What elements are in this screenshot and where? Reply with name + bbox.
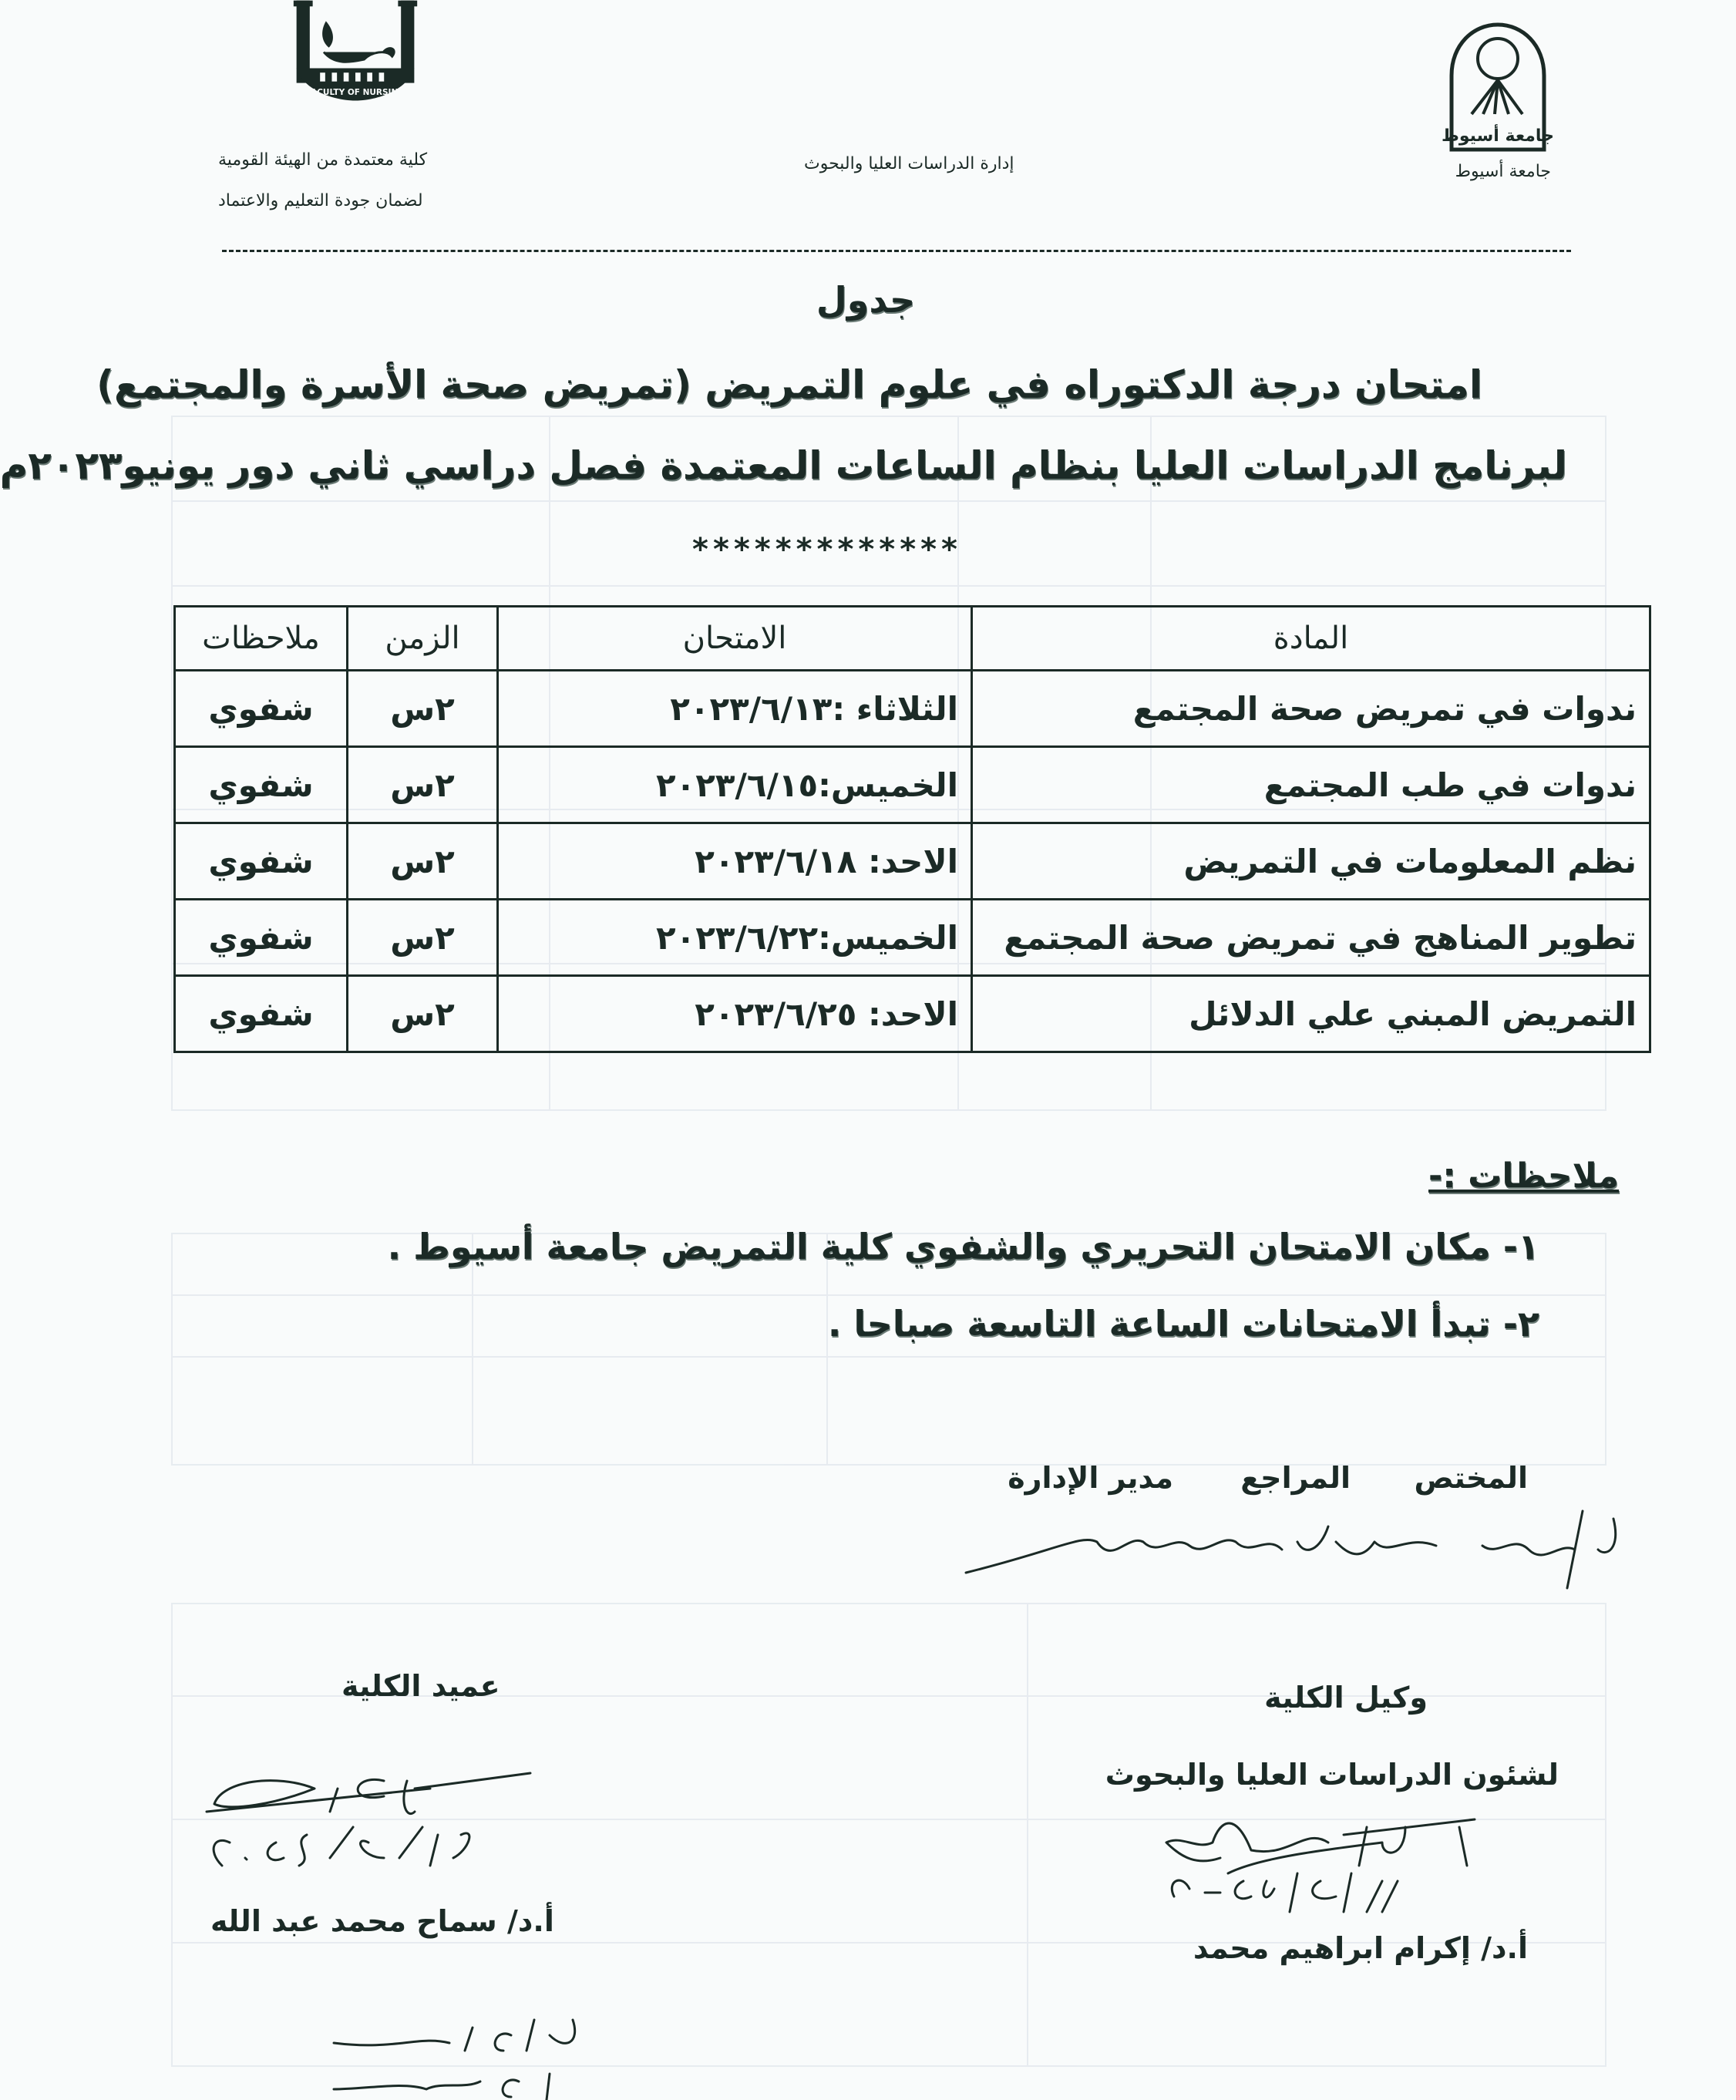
exam-date-cell: الاحد: ٢٠٢٣/٦/١٨ xyxy=(498,823,972,900)
dean-role: عميد الكلية xyxy=(341,1669,500,1703)
exam-title: امتحان درجة الدكتوراه في علوم التمريض (تمريض صحة الأسرة والمجتمع) xyxy=(96,362,1482,407)
column-header-notes: ملاحظات xyxy=(175,607,348,671)
role-specialist: المختص xyxy=(1414,1461,1528,1495)
column-header-exam: الامتحان xyxy=(498,607,972,671)
duration-cell: ٢س xyxy=(348,823,498,900)
subject-cell: ندوات في تمريض صحة المجتمع xyxy=(972,671,1650,747)
accreditation-line-1: كلية معتمدة من الهيئة القومية xyxy=(218,150,428,170)
faculty-logo-text: FACULTY OF NURSING xyxy=(306,87,405,97)
subject-cell: نظم المعلومات في التمريض xyxy=(972,823,1650,900)
notes-cell: شفوي xyxy=(175,747,348,823)
vice-dean-signature xyxy=(1151,1796,1552,1927)
role-department-manager: مدير الإدارة xyxy=(1008,1461,1173,1495)
duration-cell: ٢س xyxy=(348,976,498,1052)
faculty-of-nursing-logo xyxy=(291,0,453,104)
accreditation-line-2: لضمان جودة التعليم والاعتماد xyxy=(218,191,423,210)
header-divider xyxy=(222,250,1571,252)
vice-dean-role: وكيل الكلية xyxy=(1264,1681,1428,1715)
exam-date-cell: الخميس:٢٠٢٣/٦/١٥ xyxy=(498,747,972,823)
notes-cell: شفوي xyxy=(175,976,348,1052)
handwritten-annotation xyxy=(303,2004,611,2100)
subject-cell: التمريض المبني علي الدلائل xyxy=(972,976,1650,1052)
role-reviewer: المراجع xyxy=(1240,1461,1351,1495)
department-name: إدارة الدراسات العليا والبحوث xyxy=(804,154,1014,173)
university-name: جامعة أسيوط xyxy=(1455,162,1551,181)
table-row xyxy=(175,747,1650,823)
assiut-university-logo xyxy=(1442,22,1554,151)
exam-date-cell: الخميس:٢٠٢٣/٦/٢٢ xyxy=(498,900,972,976)
university-logo-text: جامعة أسيوط xyxy=(1442,126,1554,146)
table-row xyxy=(175,900,1650,976)
table-row xyxy=(175,823,1650,900)
duration-cell: ٢س xyxy=(348,747,498,823)
vice-dean-portfolio: لشئون الدراسات العليا والبحوث xyxy=(1105,1758,1559,1792)
note-item: ٢- تبدأ الامتحانات الساعة التاسعة صباحا . xyxy=(827,1303,1539,1344)
dean-signature xyxy=(199,1742,553,1896)
table-row xyxy=(175,671,1650,747)
exam-date-cell: الثلاثاء :٢٠٢٣/٦/١٣ xyxy=(498,671,972,747)
staff-signatures xyxy=(943,1503,1683,1596)
notes-cell: شفوي xyxy=(175,900,348,976)
table-header-row xyxy=(175,607,1650,671)
exam-schedule-table xyxy=(173,605,1651,1053)
notes-cell: شفوي xyxy=(175,823,348,900)
column-header-subject: المادة xyxy=(972,607,1650,671)
title-separator: ************* xyxy=(692,532,962,567)
subject-cell: تطوير المناهج في تمريض صحة المجتمع xyxy=(972,900,1650,976)
notes-cell: شفوي xyxy=(175,671,348,747)
dean-name: أ.د/ سماح محمد عبد الله xyxy=(210,1904,554,1938)
exam-date-cell: الاحد: ٢٠٢٣/٦/٢٥ xyxy=(498,976,972,1052)
duration-cell: ٢س xyxy=(348,671,498,747)
column-header-duration: الزمن xyxy=(348,607,498,671)
subject-cell: ندوات في طب المجتمع xyxy=(972,747,1650,823)
duration-cell: ٢س xyxy=(348,900,498,976)
program-subtitle: لبرنامج الدراسات العليا بنظام الساعات المعتمدة فصل دراسي ثاني دور يونيو٢٠٢٣م xyxy=(0,443,1567,488)
notes-heading: ملاحظات :- xyxy=(1428,1156,1620,1196)
document-title: جدول xyxy=(816,279,916,321)
table-row xyxy=(175,976,1650,1052)
note-item: ١- مكان الامتحان التحريري والشفوي كلية التمريض جامعة أسيوط . xyxy=(387,1226,1539,1267)
vice-dean-name: أ.د/ إكرام ابراهيم محمد xyxy=(1193,1931,1528,1965)
